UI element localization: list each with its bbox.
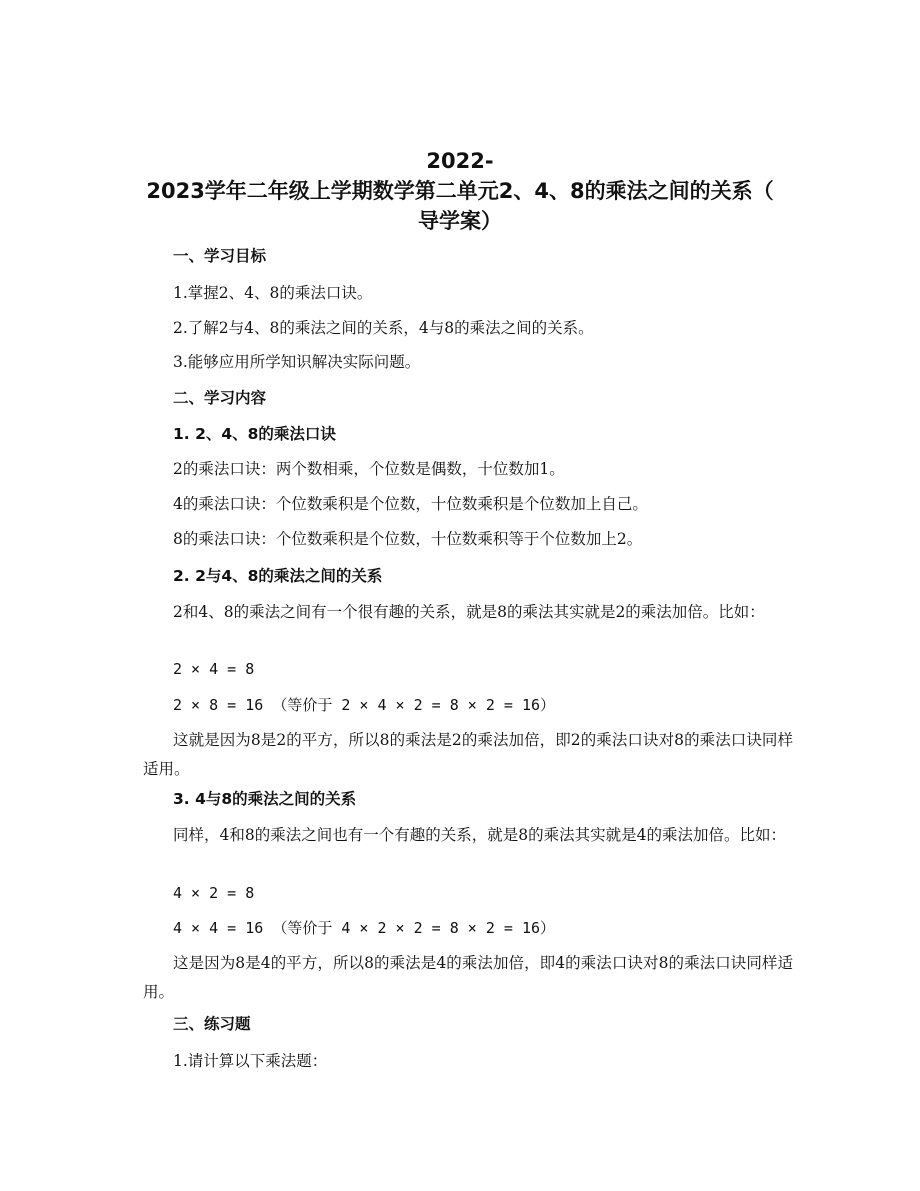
subsection-heading-2: 2. 2与4、8的乘法之间的关系 xyxy=(173,567,383,585)
equation-3-2: 4 × 4 = 16 （等价于 4 × 2 × 2 = 8 × 2 = 16） xyxy=(173,919,556,937)
section-heading-content: 二、学习内容 xyxy=(173,389,267,407)
subsection-heading-3: 3. 4与8的乘法之间的关系 xyxy=(173,790,357,808)
paragraph-3-explain: 这是因为8是4的平方，所以8的乘法是4的乘法加倍，即4的乘法口诀对8的乘法口诀同样适用。 xyxy=(143,954,793,1001)
goal-item-1: 1.掌握2、4、8的乘法口诀。 xyxy=(173,284,373,302)
paragraph-2-explain: 这就是因为8是2的平方，所以8的乘法是2的乘法加倍，即2的乘法口诀对8的乘法口诀同样适用。 xyxy=(143,731,793,778)
goal-item-3: 3.能够应用所学知识解决实际问题。 xyxy=(173,353,421,371)
paragraph-3-intro: 同样，4和8的乘法之间也有一个有趣的关系，就是8的乘法其实就是4的乘法加倍。比如： xyxy=(173,826,786,844)
rule-line-2: 2的乘法口诀：两个数相乘，个位数是偶数，十位数加1。 xyxy=(173,460,565,478)
equation-3-1: 4 × 2 = 8 xyxy=(173,884,255,902)
section-heading-exercises: 三、练习题 xyxy=(173,1015,251,1033)
title-line-3: 导学案） xyxy=(418,209,502,233)
rule-line-4: 4的乘法口诀：个位数乘积是个位数，十位数乘积是个位数加上自己。 xyxy=(173,495,648,513)
exercise-item-1: 1.请计算以下乘法题： xyxy=(173,1052,328,1070)
section-heading-goals: 一、学习目标 xyxy=(173,247,267,265)
equation-2-1: 2 × 4 = 8 xyxy=(173,660,255,678)
equation-2-2: 2 × 8 = 16 （等价于 2 × 4 × 2 = 8 × 2 = 16） xyxy=(173,696,556,714)
subsection-heading-1: 1. 2、4、8的乘法口诀 xyxy=(173,425,336,443)
paragraph-2-intro: 2和4、8的乘法之间有一个很有趣的关系，就是8的乘法其实就是2的乘法加倍。比如： xyxy=(173,603,765,621)
rule-line-8: 8的乘法口诀：个位数乘积是个位数，十位数乘积等于个位数加上2。 xyxy=(173,530,643,548)
goal-item-2: 2.了解2与4、8的乘法之间的关系，4与8的乘法之间的关系。 xyxy=(173,319,594,337)
document-title xyxy=(120,146,800,236)
title-line-1: 2022- xyxy=(426,149,494,173)
title-line-2: 2023学年二年级上学期数学第二单元2、4、8的乘法之间的关系（ xyxy=(146,179,774,203)
